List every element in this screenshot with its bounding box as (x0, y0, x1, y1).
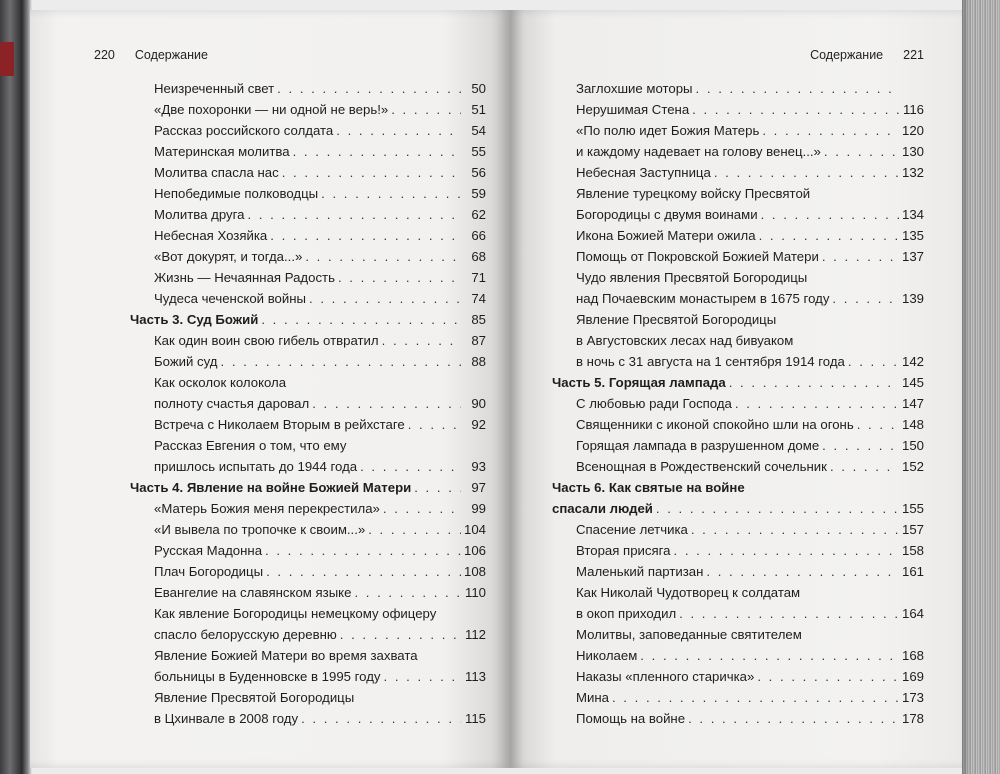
toc-entry (130, 78, 486, 99)
toc-part-heading (130, 309, 486, 330)
toc-leader-dots (848, 351, 899, 372)
toc-page-number: 139 (901, 291, 924, 306)
toc-leader-dots (706, 561, 899, 582)
toc-entry-line (154, 687, 486, 708)
toc-page-number: 90 (471, 396, 486, 411)
toc-page-number: 120 (901, 123, 924, 138)
toc-entry (552, 708, 924, 729)
toc-page-number: 99 (471, 501, 486, 516)
toc-entry-line (576, 582, 924, 603)
toc-entry-title: Небесная Хозяйка (154, 228, 268, 243)
toc-page-number: 97 (471, 480, 486, 495)
toc-entry-title: Непобедимые полководцы (154, 186, 319, 201)
toc-entry-title: Плач Богородицы (154, 564, 264, 579)
toc-page-number: 116 (902, 102, 924, 117)
toc-page-number: 135 (901, 228, 924, 243)
table-of-contents-right (552, 78, 924, 729)
toc-leader-dots (384, 666, 461, 687)
toc-entry-line (154, 183, 486, 204)
toc-page-number: 71 (471, 270, 486, 285)
toc-leader-dots (674, 540, 899, 561)
running-head: Содержание (134, 48, 208, 62)
toc-entry-title: «По полю идет Божия Матерь (576, 123, 760, 138)
toc-entry (552, 414, 924, 435)
left-page (30, 10, 510, 768)
toc-leader-dots (270, 225, 461, 246)
toc-entry (552, 120, 924, 162)
toc-entry (552, 666, 924, 687)
toc-entry-title: Николаем (576, 648, 638, 663)
toc-entry-title: Жизнь — Нечаянная Радость (154, 270, 335, 285)
running-head: Содержание (810, 48, 884, 62)
toc-entry-line (154, 393, 486, 414)
toc-entry-line (576, 645, 924, 666)
toc-entry (552, 225, 924, 246)
toc-leader-dots (832, 288, 899, 309)
toc-leader-dots (354, 582, 461, 603)
toc-entry-line (154, 225, 486, 246)
toc-entry-line (576, 687, 924, 708)
toc-part-heading (552, 372, 924, 393)
toc-leader-dots (391, 99, 461, 120)
toc-entry-line (576, 225, 924, 246)
toc-leader-dots (312, 393, 461, 414)
toc-entry-title: Наказы «пленного старичка» (576, 669, 755, 684)
toc-entry-line (576, 624, 924, 645)
toc-entry-line (154, 330, 486, 351)
toc-leader-dots (265, 540, 461, 561)
toc-entry-title: Евангелие на славянском языке (154, 585, 352, 600)
toc-entry-line (154, 666, 486, 687)
toc-entry-line (154, 246, 486, 267)
toc-page-number: 66 (471, 228, 486, 243)
toc-entry-line (154, 351, 486, 372)
toc-page-number: 108 (463, 564, 486, 579)
toc-entry-title: Икона Божией Матери ожила (576, 228, 756, 243)
toc-leader-dots (266, 561, 461, 582)
toc-leader-dots (301, 708, 461, 729)
toc-entry-title: Священники с иконой спокойно шли на огонь (576, 417, 854, 432)
toc-entry-title: Часть 3. Суд Божий (130, 312, 259, 327)
toc-leader-dots (305, 246, 461, 267)
toc-entry-title: Часть 4. Явление на войне Божией Матери (130, 480, 412, 495)
toc-entry-title: Помощь на войне (576, 711, 686, 726)
toc-page-number: 85 (471, 312, 486, 327)
toc-entry-line (154, 267, 486, 288)
toc-page-number: 145 (901, 375, 924, 390)
toc-entry (552, 183, 924, 225)
toc-leader-dots (857, 414, 899, 435)
toc-entry (130, 351, 486, 372)
toc-entry (130, 687, 486, 729)
toc-page-number: 106 (463, 543, 486, 558)
toc-entry-line (154, 414, 486, 435)
toc-entry-line (552, 477, 924, 498)
toc-entry (130, 645, 486, 687)
toc-page-number: 132 (901, 165, 924, 180)
toc-entry-title: Явление Пресвятой Богородицы (576, 312, 777, 327)
toc-leader-dots (321, 183, 461, 204)
toc-leader-dots (830, 456, 899, 477)
toc-page-number: 134 (901, 207, 924, 222)
toc-leader-dots (762, 120, 899, 141)
toc-page-number: 152 (901, 459, 924, 474)
toc-entry-title: Заглохшие моторы (576, 81, 693, 96)
right-running-header (810, 48, 924, 62)
toc-leader-dots (691, 519, 899, 540)
toc-entry-title: Горящая лампада в разрушенном доме (576, 438, 820, 453)
toc-page-number: 54 (471, 123, 486, 138)
toc-entry (130, 414, 486, 435)
toc-leader-dots (824, 141, 899, 162)
toc-entry-title: Богородицы с двумя воинами (576, 207, 758, 222)
toc-entry-line (154, 99, 486, 120)
toc-entry (130, 435, 486, 477)
toc-entry (130, 372, 486, 414)
toc-entry (552, 309, 924, 372)
toc-entry-line (576, 78, 924, 99)
toc-entry (130, 162, 486, 183)
toc-entry (552, 624, 924, 666)
toc-leader-dots (338, 267, 461, 288)
toc-entry (552, 456, 924, 477)
toc-entry-line (576, 435, 924, 456)
toc-entry-line (154, 624, 486, 645)
toc-entry (552, 246, 924, 267)
toc-entry-line (552, 498, 924, 519)
toc-entry (130, 99, 486, 120)
toc-page-number: 51 (471, 102, 486, 117)
toc-page-number: 169 (901, 669, 924, 684)
bookmark-ribbon (0, 42, 14, 76)
toc-entry-line (552, 372, 924, 393)
toc-leader-dots (408, 414, 461, 435)
toc-entry-line (154, 561, 486, 582)
toc-entry-title: больницы в Буденновске в 1995 году (154, 669, 381, 684)
toc-leader-dots (414, 477, 461, 498)
toc-page-number: 157 (901, 522, 924, 537)
toc-entry-line (576, 99, 924, 120)
toc-leader-dots (247, 204, 461, 225)
toc-entry-line (576, 414, 924, 435)
toc-entry-title: Встреча с Николаем Вторым в рейхстаге (154, 417, 405, 432)
toc-leader-dots (729, 372, 899, 393)
page-number: 220 (94, 48, 115, 62)
toc-entry-line (576, 162, 924, 183)
toc-entry-line (576, 183, 924, 204)
toc-entry-line (154, 645, 486, 666)
toc-page-number: 115 (464, 711, 486, 726)
toc-entry-title: Русская Мадонна (154, 543, 263, 558)
toc-entry (130, 225, 486, 246)
toc-entry-title: Явление Божией Матери во время захвата (154, 648, 418, 663)
left-running-header (94, 48, 208, 62)
toc-entry-title: Материнская молитва (154, 144, 290, 159)
toc-entry-title: Всенощная в Рождественский сочельник (576, 459, 827, 474)
toc-page-number: 68 (471, 249, 486, 264)
toc-leader-dots (679, 603, 899, 624)
toc-entry-title: и каждому надевает на голову венец...» (576, 144, 821, 159)
toc-entry-title: Часть 5. Горящая лампада (552, 375, 726, 390)
toc-entry (552, 519, 924, 540)
toc-entry-title: Нерушимая Стена (576, 102, 690, 117)
toc-leader-dots (656, 498, 899, 519)
toc-part-heading (552, 477, 924, 519)
toc-entry (552, 435, 924, 456)
toc-leader-dots (221, 351, 461, 372)
toc-entry-title: Явление турецкому войску Пресвятой (576, 186, 811, 201)
toc-entry-line (576, 666, 924, 687)
toc-page-number: 178 (901, 711, 924, 726)
toc-entry-line (154, 120, 486, 141)
toc-page-number: 155 (901, 501, 924, 516)
toc-entry (552, 78, 924, 99)
toc-entry-line (576, 309, 924, 330)
toc-entry-line (576, 288, 924, 309)
toc-page-number: 88 (471, 354, 486, 369)
toc-leader-dots (293, 141, 461, 162)
toc-entry-line (154, 603, 486, 624)
toc-page-number: 74 (471, 291, 486, 306)
toc-entry-title: Молитвы, заповеданные святителем (576, 627, 802, 642)
toc-entry (130, 582, 486, 603)
toc-entry-line (130, 309, 486, 330)
toc-entry-title: в ночь с 31 августа на 1 сентября 1914 года (576, 354, 845, 369)
toc-entry-title: полноту счастья даровал (154, 396, 310, 411)
toc-page-number: 158 (901, 543, 924, 558)
toc-entry-title: Как явление Богородицы немецкому офицеру (154, 606, 437, 621)
toc-page-number: 142 (901, 354, 924, 369)
toc-entry (130, 183, 486, 204)
toc-leader-dots (368, 519, 461, 540)
toc-entry (552, 540, 924, 561)
toc-leader-dots (714, 162, 899, 183)
toc-leader-dots (640, 645, 899, 666)
toc-entry (130, 204, 486, 225)
toc-page-number: 56 (471, 165, 486, 180)
toc-entry-title: над Почаевским монастырем в 1675 году (576, 291, 830, 306)
toc-entry-line (154, 141, 486, 162)
page-number: 221 (903, 48, 924, 62)
toc-entry-title: в Августовских лесах над бивуаком (576, 333, 794, 348)
table-of-contents-left (130, 78, 486, 729)
toc-entry-line (576, 519, 924, 540)
toc-entry (552, 687, 924, 708)
toc-entry-line (154, 519, 486, 540)
toc-entry-line (576, 267, 924, 288)
toc-entry-title: в Цхинвале в 2008 году (154, 711, 299, 726)
toc-entry-title: Маленький партизан (576, 564, 704, 579)
toc-entry-title: Рассказ российского солдата (154, 123, 334, 138)
toc-leader-dots (759, 225, 899, 246)
toc-entry-line (576, 456, 924, 477)
toc-entry (130, 498, 486, 519)
toc-entry-title: С любовью ради Господа (576, 396, 732, 411)
toc-entry-title: Помощь от Покровской Божией Матери (576, 249, 819, 264)
toc-entry (552, 582, 924, 624)
toc-entry (130, 603, 486, 645)
toc-leader-dots (757, 666, 899, 687)
toc-leader-dots (692, 99, 899, 120)
toc-entry-line (576, 246, 924, 267)
toc-entry-title: Чудеса чеченской войны (154, 291, 307, 306)
toc-entry (130, 540, 486, 561)
toc-page-number: 130 (901, 144, 924, 159)
page-edges (962, 0, 1000, 774)
toc-entry-title: «Две похоронки — ни одной не верь!» (154, 102, 389, 117)
toc-page-number: 168 (901, 648, 924, 663)
toc-leader-dots (761, 204, 899, 225)
toc-entry-title: Спасение летчика (576, 522, 688, 537)
toc-page-number: 148 (901, 417, 924, 432)
toc-leader-dots (696, 78, 899, 99)
toc-leader-dots (612, 687, 899, 708)
toc-leader-dots (822, 435, 899, 456)
toc-leader-dots (382, 330, 461, 351)
toc-entry-line (154, 78, 486, 99)
toc-entry-title: Божий суд (154, 354, 218, 369)
toc-entry-line (154, 540, 486, 561)
toc-entry (130, 561, 486, 582)
toc-entry (552, 393, 924, 414)
toc-page-number: 164 (901, 606, 924, 621)
toc-entry-line (154, 162, 486, 183)
toc-leader-dots (383, 498, 461, 519)
toc-entry-line (154, 435, 486, 456)
toc-leader-dots (336, 120, 461, 141)
toc-entry-line (576, 708, 924, 729)
toc-leader-dots (688, 708, 899, 729)
toc-page-number: 55 (471, 144, 486, 159)
toc-entry (130, 246, 486, 267)
toc-page-number: 59 (471, 186, 486, 201)
toc-page-number: 62 (471, 207, 486, 222)
toc-page-number: 113 (464, 669, 486, 684)
toc-leader-dots (735, 393, 899, 414)
toc-leader-dots (277, 78, 461, 99)
toc-entry-title: Рассказ Евгения о том, что ему (154, 438, 347, 453)
toc-entry-line (154, 372, 486, 393)
toc-page-number: 104 (463, 522, 486, 537)
toc-entry-line (154, 204, 486, 225)
toc-entry (130, 267, 486, 288)
toc-entry-line (576, 540, 924, 561)
toc-entry-title: в окоп приходил (576, 606, 677, 621)
toc-entry-line (154, 498, 486, 519)
toc-entry (130, 330, 486, 351)
toc-entry-line (576, 141, 924, 162)
toc-entry-title: «И вывела по тропочке к своим...» (154, 522, 366, 537)
toc-entry-title: «Вот докурят, и тогда...» (154, 249, 303, 264)
toc-entry-title: Как осколок колокола (154, 375, 287, 390)
toc-entry (130, 288, 486, 309)
toc-page-number: 147 (901, 396, 924, 411)
toc-entry-line (576, 120, 924, 141)
toc-part-heading (130, 477, 486, 498)
toc-entry (130, 519, 486, 540)
toc-leader-dots (822, 246, 899, 267)
toc-entry-line (130, 477, 486, 498)
toc-entry-line (576, 603, 924, 624)
toc-entry-title: Небесная Заступница (576, 165, 711, 180)
toc-entry-line (576, 330, 924, 351)
toc-page-number: 110 (464, 585, 486, 600)
toc-entry (552, 99, 924, 120)
toc-entry-line (154, 456, 486, 477)
toc-entry-title: «Матерь Божия меня перекрестила» (154, 501, 380, 516)
toc-entry-title: Неизреченный свет (154, 81, 275, 96)
toc-entry (552, 162, 924, 183)
toc-page-number: 161 (901, 564, 924, 579)
toc-entry (130, 141, 486, 162)
toc-page-number: 50 (471, 81, 486, 96)
toc-entry-title: Явление Пресвятой Богородицы (154, 690, 355, 705)
toc-entry-line (576, 561, 924, 582)
toc-entry-line (576, 204, 924, 225)
toc-entry-title: Часть 6. Как святые на войне (552, 480, 745, 495)
toc-entry-title: Мина (576, 690, 609, 705)
toc-entry-title: Как Николай Чудотворец к солдатам (576, 585, 801, 600)
toc-entry (552, 267, 924, 309)
toc-page-number: 112 (464, 627, 486, 642)
toc-entry-line (576, 351, 924, 372)
toc-entry-title: пришлось испытать до 1944 года (154, 459, 358, 474)
toc-entry-line (154, 288, 486, 309)
toc-entry-title: Молитва друга (154, 207, 245, 222)
toc-page-number: 92 (471, 417, 486, 432)
toc-page-number: 137 (901, 249, 924, 264)
toc-entry-line (154, 708, 486, 729)
toc-entry-title: спасали людей (552, 501, 653, 516)
toc-entry (552, 561, 924, 582)
toc-entry (130, 120, 486, 141)
toc-page-number: 173 (901, 690, 924, 705)
toc-entry-title: Чудо явления Пресвятой Богородицы (576, 270, 808, 285)
toc-entry-title: спасло белорусскую деревню (154, 627, 337, 642)
toc-entry-title: Молитва спасла нас (154, 165, 279, 180)
toc-leader-dots (261, 309, 461, 330)
toc-entry-line (576, 393, 924, 414)
toc-leader-dots (360, 456, 461, 477)
toc-page-number: 87 (471, 333, 486, 348)
toc-page-number: 93 (471, 459, 486, 474)
toc-leader-dots (282, 162, 461, 183)
toc-entry-line (154, 582, 486, 603)
toc-entry-title: Вторая присяга (576, 543, 671, 558)
toc-leader-dots (309, 288, 461, 309)
toc-entry-title: Как один воин свою гибель отвратил (154, 333, 379, 348)
right-page (510, 10, 962, 768)
toc-page-number: 150 (901, 438, 924, 453)
toc-leader-dots (340, 624, 461, 645)
